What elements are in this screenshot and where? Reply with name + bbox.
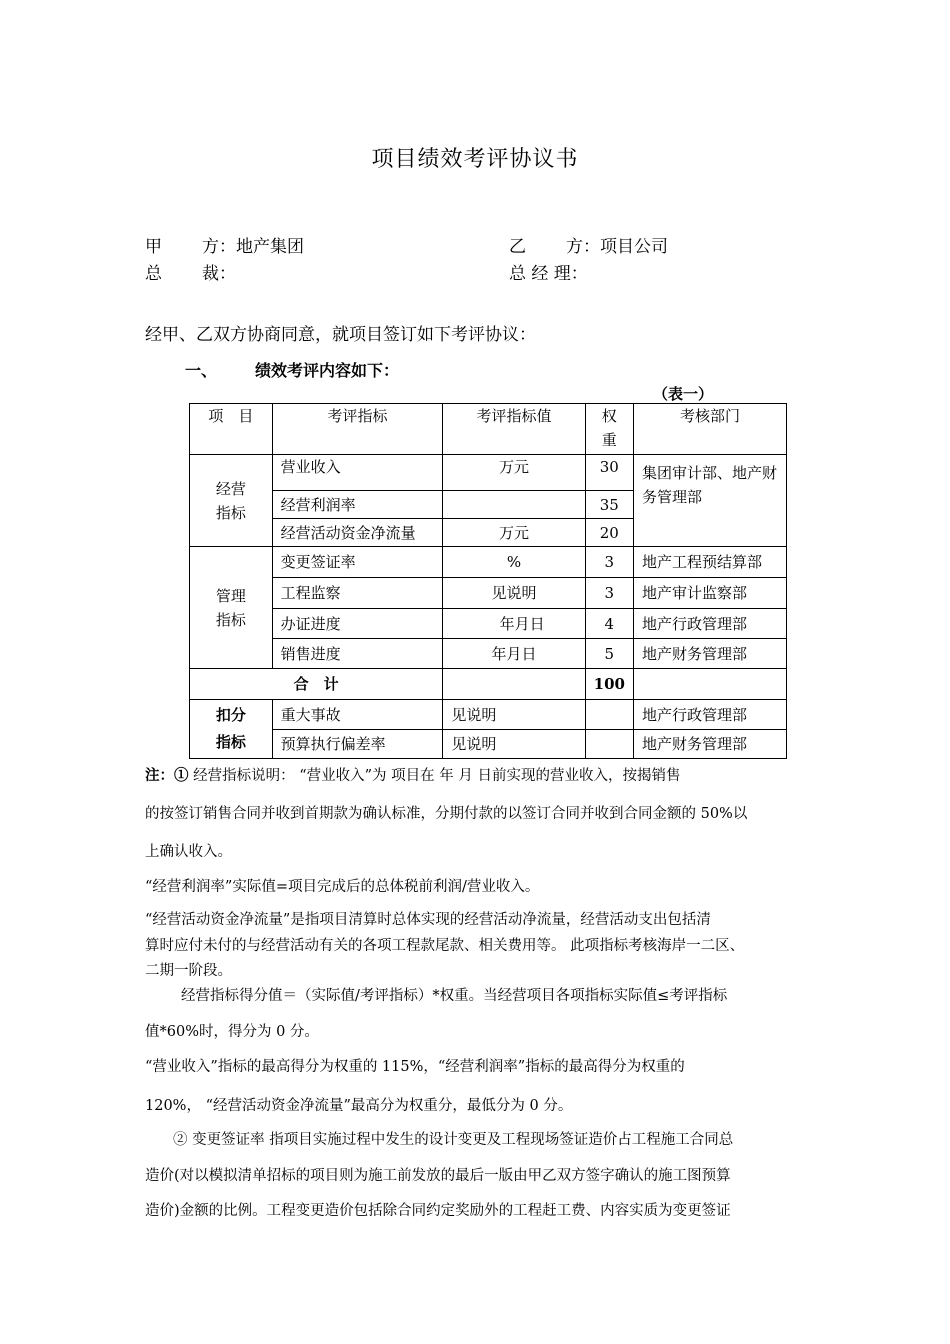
cell-dept: 地产行政管理部: [633, 700, 786, 730]
cell-value: 见说明: [443, 730, 585, 759]
cell-value: 年月日: [443, 639, 585, 669]
group-management-line2: 指标: [215, 610, 246, 629]
cell-weight: [585, 730, 633, 759]
party-b-line: [566, 232, 668, 257]
cell-value: %: [443, 547, 585, 578]
table-total-row: [190, 669, 787, 700]
cell-value: 万元: [443, 519, 585, 547]
note-prefix: 注：①: [145, 767, 189, 784]
cell-indicator: 办证进度: [272, 609, 443, 639]
group-operating: [190, 455, 273, 547]
party-b-label-1: 乙: [509, 237, 526, 257]
party-a-label-1: 甲: [145, 237, 162, 257]
party-a-value: 地产集团: [236, 237, 304, 257]
intro-paragraph: 经甲、乙双方协商同意，就项目签订如下考评协议：: [145, 325, 536, 345]
kpi-table: [189, 403, 787, 759]
cell-dept: 地产审计监察部: [633, 578, 786, 609]
cell-indicator: 变更签证率: [272, 547, 443, 578]
header-weight-2: 重: [601, 431, 617, 449]
total-dept: [633, 669, 786, 700]
note-4-line-2: 值*60%时，得分为 0 分。: [145, 1024, 319, 1040]
note-3-line-1: “经营活动资金净流量”是指项目清算时总体实现的经营活动净流量，经营活动支出包括清: [145, 912, 711, 928]
cell-weight: 3: [585, 547, 633, 578]
cell-indicator: 预算执行偏差率: [272, 730, 443, 759]
header-weight-1: 权: [601, 407, 617, 425]
group-deduction: [190, 700, 273, 759]
section-heading: [185, 358, 399, 381]
cell-indicator: 工程监察: [272, 578, 443, 609]
party-b-value: 项目公司: [600, 237, 668, 257]
note-6-line-1: ② 变更签证率 指项目实施过程中发生的设计变更及工程现场签证造价占工程施工合同总: [173, 1132, 734, 1148]
cell-weight: 4: [585, 609, 633, 639]
note-1-text: 经营指标说明： “营业收入”为 项目在 年 月 日前实现的营业收入，按揭销售: [188, 768, 681, 784]
table-row: [190, 639, 787, 669]
header-weight: [585, 404, 633, 455]
table-row: [190, 609, 787, 639]
note-3-line-3: 二期一阶段。: [145, 963, 232, 979]
group-deduction-line2: 指标: [215, 733, 246, 751]
header-item: 项 目: [190, 404, 273, 455]
note-6-line-3: 造价)金额的比例。工程变更造价包括除合同约定奖励外的工程赶工费、内容实质为变更签证: [145, 1203, 731, 1219]
party-a-role-2: 裁：: [202, 264, 236, 284]
cell-indicator: 营业收入: [272, 455, 443, 491]
table-row: [190, 700, 787, 730]
cell-weight: 35: [585, 491, 633, 519]
cell-indicator: 经营活动资金净流量: [272, 519, 443, 547]
cell-dept: 地产工程预结算部: [633, 547, 786, 578]
cell-indicator: 销售进度: [272, 639, 443, 669]
cell-weight: 30: [585, 455, 633, 491]
note-6-line-2: 造价(对以模拟清单招标的项目则为施工前发放的最后一版由甲乙双方签字确认的施工图预算: [145, 1168, 731, 1184]
group-management-line1: 管理: [215, 586, 246, 605]
total-value: [443, 669, 585, 700]
note-1-line-1: [145, 764, 680, 785]
cell-weight: 20: [585, 519, 633, 547]
total-label: 合 计: [190, 669, 443, 700]
note-2: “经营利润率”实际值=项目完成后的总体税前利润/营业收入。: [145, 879, 540, 895]
table-header-row: [190, 404, 787, 455]
party-b-role: 总 经 理：: [509, 264, 588, 284]
header-value: 考评指标值: [443, 404, 585, 455]
party-a-label-2: 方：: [202, 237, 236, 257]
header-dept: 考核部门: [633, 404, 786, 455]
note-1-line-2: 的按签订销售合同并收到首期款为确认标准，分期付款的以签订合同并收到合同金额的 50%以: [145, 806, 748, 822]
cell-dept: 地产财务管理部: [633, 730, 786, 759]
cell-dept: 地产行政管理部: [633, 609, 786, 639]
header-indicator: 考评指标: [272, 404, 443, 455]
cell-weight: [585, 700, 633, 730]
cell-indicator: 经营利润率: [272, 491, 443, 519]
note-1-line-3: 上确认收入。: [145, 844, 232, 860]
table-row: [190, 730, 787, 759]
note-5-line-2: 120%， “经营活动资金净流量”最高分为权重分，最低分为 0 分。: [145, 1098, 573, 1114]
cell-indicator: 重大事故: [272, 700, 443, 730]
cell-value: 万元: [443, 455, 585, 491]
note-5-line-1: “营业收入”指标的最高得分为权重的 115%，“经营利润率”指标的最高得分为权重的: [145, 1059, 685, 1075]
note-3-line-2: 算时应付未付的与经营活动有关的各项工程款尾款、相关费用等。 此项指标考核海岸一二区、: [145, 938, 745, 954]
note-4-line-1: 经营指标得分值＝（实际值/考评指标）*权重。当经营项目各项指标实际值≤考评指标: [181, 988, 728, 1004]
section-number: 一、: [185, 361, 218, 380]
cell-weight: 5: [585, 639, 633, 669]
total-weight: 100: [585, 669, 633, 700]
group-operating-line2: 指标: [215, 503, 246, 522]
cell-value: [443, 491, 585, 519]
cell-weight: 3: [585, 578, 633, 609]
cell-value: 见说明: [443, 578, 585, 609]
group-deduction-line1: 扣分: [215, 706, 246, 724]
table-label: （表一）: [653, 385, 714, 403]
party-a-line: [202, 232, 304, 257]
party-a-role-1: 总: [145, 264, 162, 284]
table-row: [190, 578, 787, 609]
document-title: 项目绩效考评协议书: [371, 147, 579, 172]
cell-value: 见说明: [443, 700, 585, 730]
table-row: [190, 547, 787, 578]
group-operating-line1: 经营: [215, 479, 246, 498]
group-management: [190, 547, 273, 669]
cell-dept: 地产财务管理部: [633, 639, 786, 669]
cell-value: 年月日: [443, 609, 585, 639]
cell-dept: 集团审计部、地产财务管理部: [633, 455, 786, 547]
table-row: [190, 455, 787, 491]
party-b-label-2: 方：: [566, 237, 600, 257]
section-text: 绩效考评内容如下：: [255, 361, 400, 380]
